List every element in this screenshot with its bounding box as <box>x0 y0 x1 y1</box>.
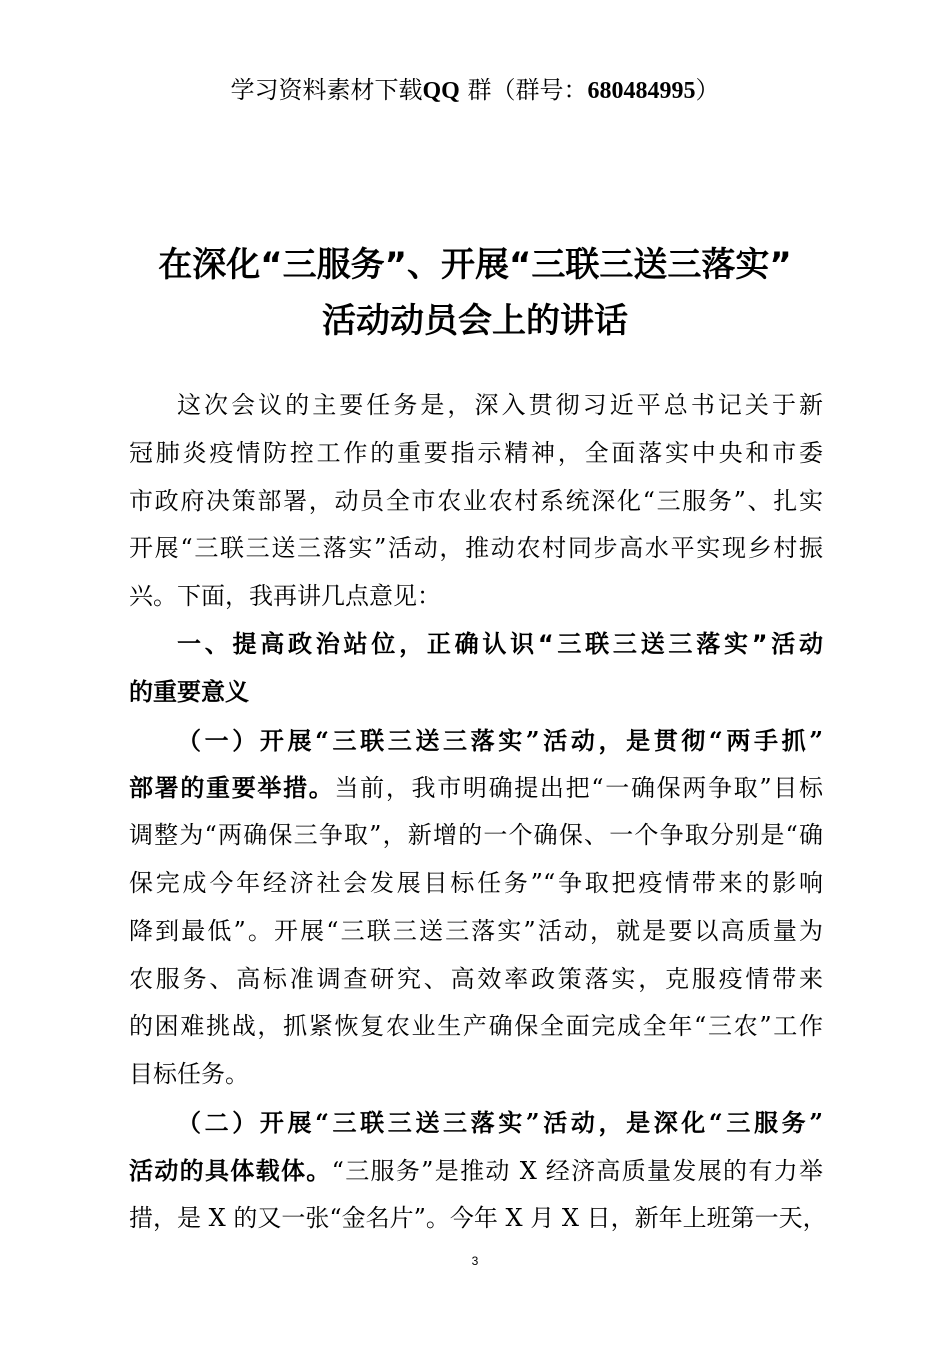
section-1-line-8: 目标任务。 <box>129 1060 249 1089</box>
section-2-line-2-text: “三服务”是推动 X 经济高质量发展的有力举 <box>331 1156 823 1185</box>
header-prefix: 学习资料素材下载 <box>230 76 423 104</box>
section-1-heading-line-1: （一）开展“三联三送三落实”活动，是贯彻“两手抓” <box>177 725 823 755</box>
section-1-line-6: 农服务、高标准调查研究、高效率政策落实，克服疫情带来 <box>129 964 823 993</box>
document-body <box>129 382 827 1242</box>
title-line-2: 活动动员会上的讲话 <box>322 301 628 341</box>
section-1-line-2-text: 当前，我市明确提出把“一确保两争取”目标 <box>334 774 823 803</box>
header-group-number: 680484995 <box>587 78 696 104</box>
title-line-1: 在深化“三服务”、开展“三联三送三落实” <box>158 245 792 285</box>
document-title <box>60 237 890 349</box>
section-1-line-5: 降到最低”。开展“三联三送三落实”活动，就是要以高质量为 <box>129 916 823 945</box>
section-1-line-7: 的困难挑战，抓紧恢复农业生产确保全面完成全年“三农”工作 <box>129 1012 823 1041</box>
section-1-line-2 <box>129 764 823 812</box>
paragraph-1-line-4: 开展“三联三送三落实”活动，推动农村同步高水平实现乡村振 <box>129 534 823 563</box>
header-group-label: 群（群号： <box>459 76 588 104</box>
heading-1-line-1: 一、提高政治站位，正确认识“三联三送三落实”活动 <box>177 629 823 658</box>
section-1-line-3: 调整为“两确保三争取”，新增的一个确保、一个争取分别是“确 <box>129 821 823 850</box>
paragraph-1-line-3: 市政府决策部署，动员全市农业农村系统深化“三服务”、扎实 <box>129 486 823 515</box>
section-2-heading-line-1: （二）开展“三联三送三落实”活动，是深化“三服务” <box>177 1107 823 1137</box>
section-1-heading-line-2: 部署的重要举措。 <box>129 773 335 803</box>
section-2-line-3: 措，是 X 的又一张“金名片”。今年 X 月 X 日，新年上班第一天， <box>129 1203 827 1232</box>
page-number: 3 <box>471 1254 479 1268</box>
paragraph-1-line-2: 冠肺炎疫情防控工作的重要指示精神，全面落实中央和市委 <box>129 438 823 467</box>
header-suffix: ） <box>695 76 720 104</box>
section-2-line-2 <box>129 1147 823 1195</box>
section-1-line-4: 保完成今年经济社会发展目标任务”“争取把疫情带来的影响 <box>129 868 823 897</box>
page-header <box>0 72 950 109</box>
header-qq: QQ <box>422 78 460 104</box>
heading-1-line-2: 的重要意义 <box>129 677 249 706</box>
paragraph-1-line-1: 这次会议的主要任务是，深入贯彻习近平总书记关于新 <box>177 391 823 419</box>
section-2-heading-line-2: 活动的具体载体。 <box>129 1155 332 1185</box>
paragraph-1-line-5: 兴。下面，我再讲几点意见： <box>129 582 441 611</box>
